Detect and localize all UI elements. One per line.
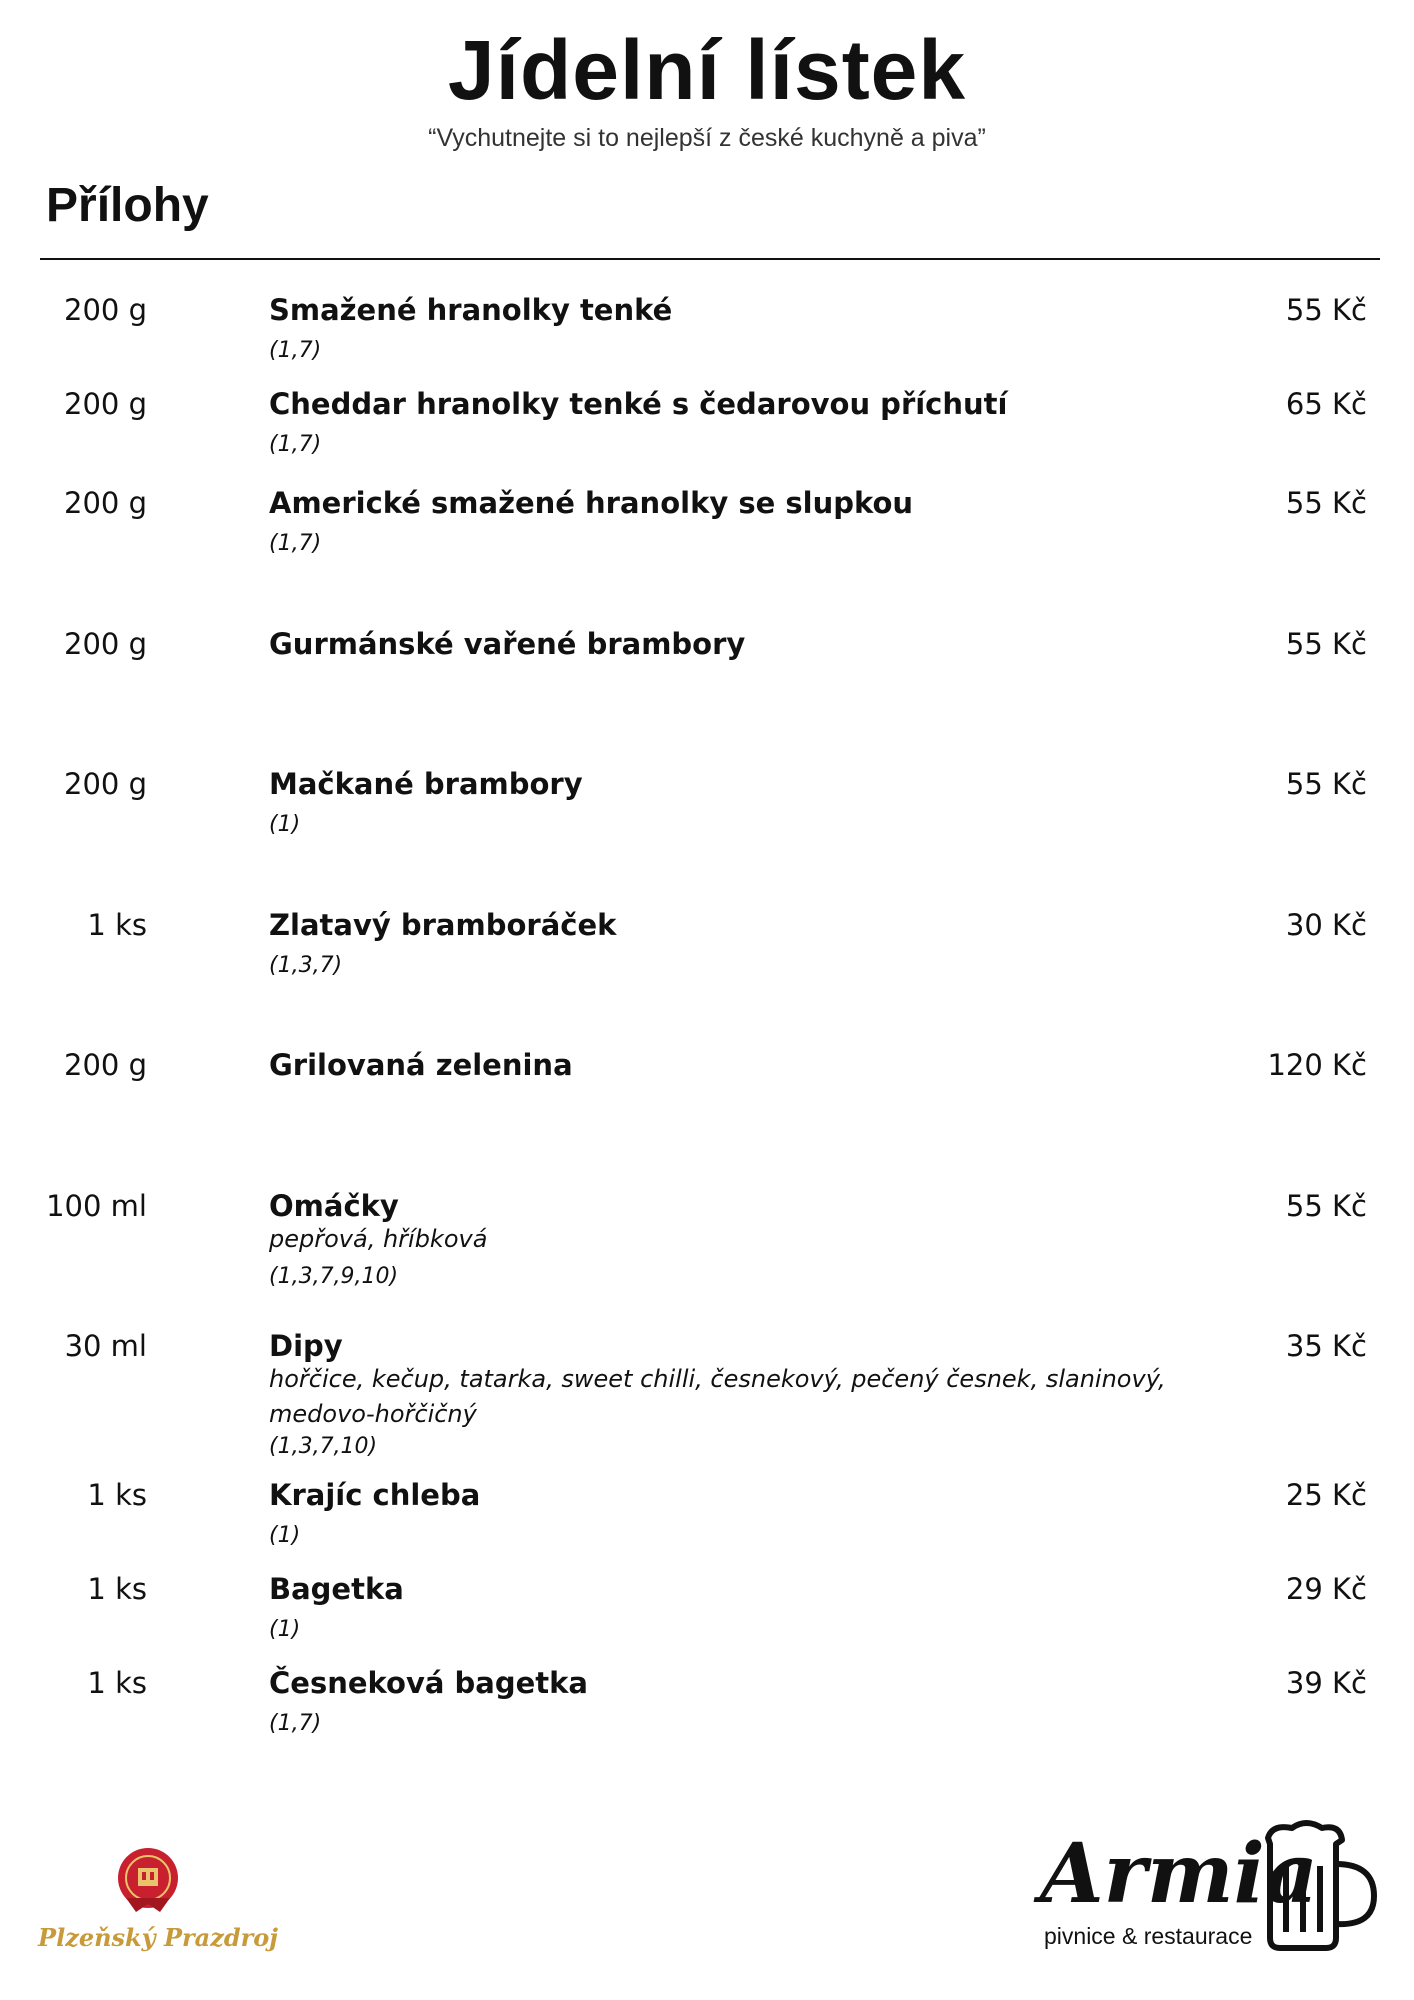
item-allergens: (1) <box>269 1617 301 1642</box>
item-allergens: (1,7) <box>269 432 322 457</box>
item-quantity: 200 g <box>64 387 147 421</box>
logo-name: Armia <box>1040 1826 1318 1922</box>
item-price: 55 Kč <box>1285 627 1367 661</box>
item-price: 39 Kč <box>1285 1666 1367 1700</box>
item-quantity: 100 ml <box>46 1189 147 1223</box>
item-quantity: 1 ks <box>87 1572 147 1606</box>
item-allergens: (1,3,7) <box>269 953 343 978</box>
armia-beer-mug-logo <box>1036 1820 1388 1960</box>
item-quantity: 200 g <box>64 486 147 520</box>
item-quantity: 200 g <box>64 767 147 801</box>
item-price: 55 Kč <box>1285 1189 1367 1223</box>
item-name: Gurmánské vařené brambory <box>269 627 746 661</box>
item-name: Zlatavý bramboráček <box>269 908 617 942</box>
section-title: Přílohy <box>46 179 209 232</box>
armia-logo <box>1036 1820 1388 1960</box>
item-allergens: (1,7) <box>269 531 322 556</box>
item-quantity: 1 ks <box>87 1478 147 1512</box>
item-name: Mačkané brambory <box>269 767 583 801</box>
item-quantity: 30 ml <box>64 1329 147 1363</box>
item-price: 55 Kč <box>1285 486 1367 520</box>
page-subtitle: “Vychutnejte si to nejlepší z české kuchyně a piva” <box>428 124 986 152</box>
item-price: 29 Kč <box>1285 1572 1367 1606</box>
plzensky-prazdroj-seal-icon <box>38 1840 278 1960</box>
plzensky-prazdroj-logo <box>38 1840 278 1960</box>
item-name: Omáčky <box>269 1189 399 1223</box>
item-allergens: (1) <box>269 812 301 837</box>
item-allergens: (1) <box>269 1523 301 1548</box>
section-divider <box>40 258 1380 260</box>
item-description: hořčice, kečup, tatarka, sweet chilli, česnekový, pečený česnek, slaninový, medovo-hořčičný <box>269 1365 1166 1428</box>
item-price: 65 Kč <box>1285 387 1367 421</box>
item-quantity: 200 g <box>64 1048 147 1082</box>
item-name: Smažené hranolky tenké <box>269 293 673 327</box>
item-name: Dipy <box>269 1329 343 1363</box>
item-name: Česneková bagetka <box>269 1666 588 1700</box>
logo-tagline: pivnice & restaurace <box>1044 1923 1253 1949</box>
item-quantity: 200 g <box>64 627 147 661</box>
item-quantity: 200 g <box>64 293 147 327</box>
item-price: 30 Kč <box>1285 908 1367 942</box>
item-name: Cheddar hranolky tenké s čedarovou příchutí <box>269 387 1008 421</box>
logo-text: Plzeňský Prazdroj <box>38 1923 278 1952</box>
item-description: pepřová, hříbková <box>269 1225 488 1253</box>
item-allergens: (1,3,7,10) <box>269 1434 378 1459</box>
item-name: Americké smažené hranolky se slupkou <box>269 486 914 520</box>
item-name: Krajíc chleba <box>269 1478 481 1512</box>
item-allergens: (1,7) <box>269 1711 322 1736</box>
item-allergens: (1,3,7,9,10) <box>269 1264 399 1289</box>
item-price: 25 Kč <box>1285 1478 1367 1512</box>
item-price: 55 Kč <box>1285 293 1367 327</box>
item-allergens: (1,7) <box>269 338 322 363</box>
item-quantity: 1 ks <box>87 1666 147 1700</box>
item-quantity: 1 ks <box>87 908 147 942</box>
item-name: Bagetka <box>269 1572 404 1606</box>
item-name: Grilovaná zelenina <box>269 1048 573 1082</box>
item-price: 120 Kč <box>1267 1048 1367 1082</box>
page-title: Jídelní lístek <box>447 23 967 117</box>
item-price: 35 Kč <box>1285 1329 1367 1363</box>
item-price: 55 Kč <box>1285 767 1367 801</box>
